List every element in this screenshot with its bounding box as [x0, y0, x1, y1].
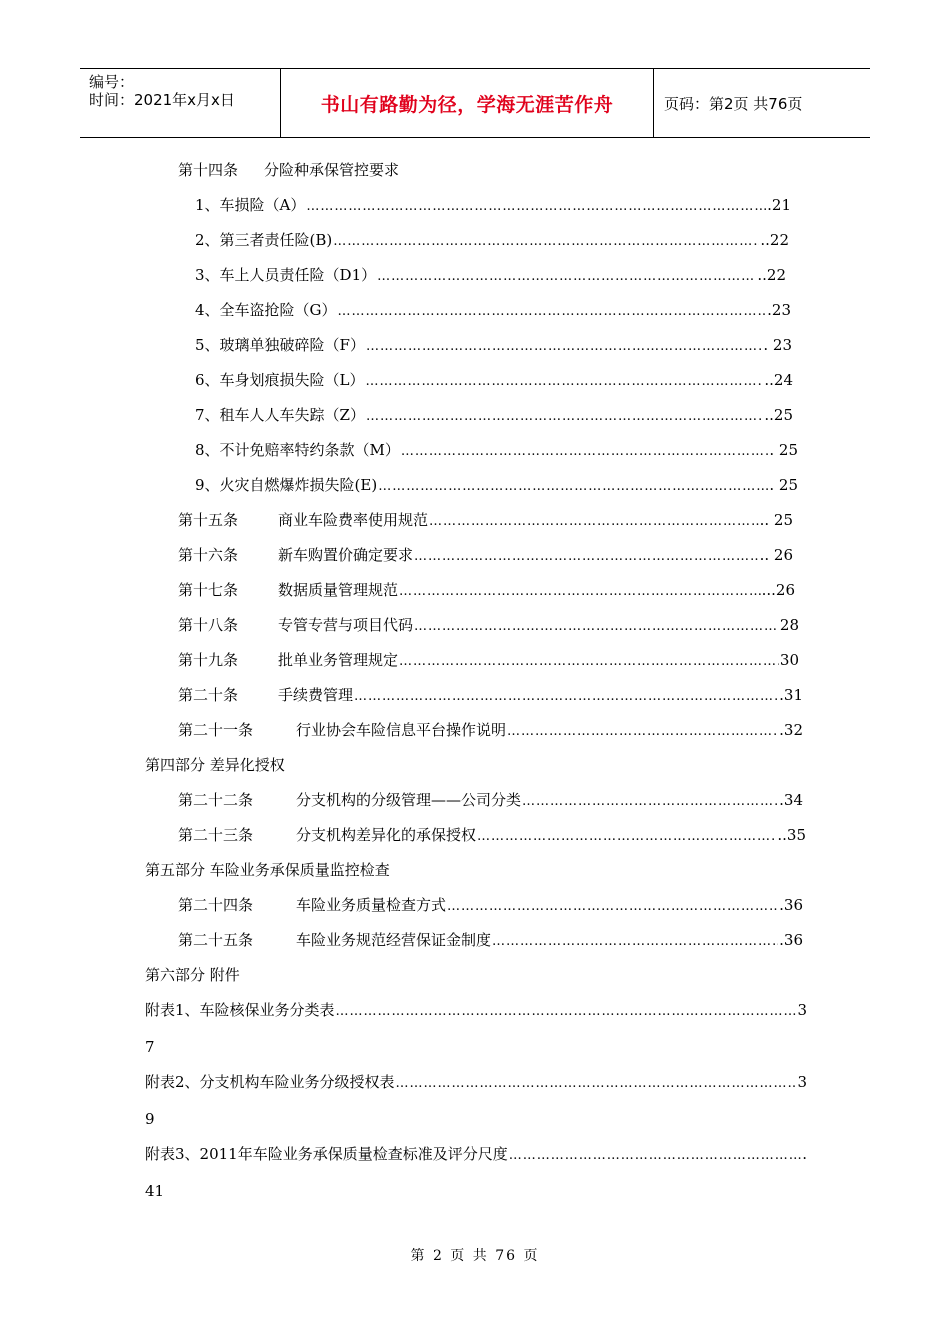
toc-article-title: 商业车险费率使用规范 [278, 511, 429, 529]
toc-article-page: .. 25 [759, 511, 793, 529]
toc-leader-dots [396, 1072, 797, 1096]
toc-article[interactable] [178, 718, 803, 742]
toc-leader-dots [414, 545, 759, 569]
toc-article-number: 第二十三条 [178, 826, 254, 844]
toc-article-title: 车险业务质量检查方式 [296, 896, 447, 914]
toc-article-number: 第二十条 [178, 686, 239, 704]
page-footer: 第 2 页 共 76 页 [410, 1248, 540, 1264]
toc-article-number: 第二十五条 [178, 931, 254, 949]
toc-part-5[interactable]: 第五部分 车险业务承保质量监控检查 [145, 861, 390, 879]
toc-article[interactable] [178, 928, 803, 952]
toc-part-4[interactable]: 第四部分 差异化授权 [145, 756, 285, 774]
toc-item-title: 3、车上人员责任险（D1） [195, 266, 377, 284]
toc-item[interactable] [195, 263, 786, 287]
toc-leader-dots [306, 195, 766, 219]
toc-article-title: 分支机构差异化的承保授权 [296, 826, 477, 844]
toc-appendix-page-cont: 9 [145, 1110, 155, 1128]
toc-leader-dots [414, 615, 779, 639]
toc-leader-dots [492, 930, 778, 954]
motto-text: 书山有路勤为径，学海无涯苦作舟 [320, 93, 614, 116]
toc-article-page: .31 [779, 686, 803, 704]
toc-leader-dots [366, 370, 764, 394]
toc-part-6[interactable]: 第六部分 附件 [145, 966, 240, 984]
toc-appendix-page: 3 [797, 1073, 807, 1091]
toc-item-title: 4、全车盗抢险（G） [195, 301, 337, 319]
toc-item[interactable] [195, 368, 793, 392]
toc-article-title: 车险业务规范经营保证金制度 [296, 931, 492, 949]
toc-article-page: .. 26 [759, 546, 793, 564]
toc-leader-dots [507, 720, 778, 744]
toc-item-page: ..24 [764, 371, 793, 389]
toc-article-page: .36 [779, 931, 803, 949]
toc-leader-dots [354, 685, 778, 709]
toc-article-number: 第二十四条 [178, 896, 254, 914]
toc-article[interactable] [178, 788, 803, 812]
toc-leader-dots [366, 335, 762, 359]
toc-appendix[interactable] [145, 1142, 807, 1166]
toc-article[interactable] [178, 683, 803, 707]
toc-article-page: .32 [779, 721, 803, 739]
toc-article[interactable] [178, 613, 799, 637]
toc-item[interactable] [195, 473, 798, 497]
toc-appendix-page: . [802, 1145, 807, 1163]
toc-article-14 [178, 158, 399, 182]
toc-leader-dots [522, 790, 778, 814]
toc-item-page: . 25 [769, 441, 798, 459]
toc-article-title: 分险种承保管控要求 [264, 161, 400, 179]
document-header [80, 68, 870, 138]
toc-leader-dots [378, 475, 768, 499]
toc-article-number: 第十六条 [178, 546, 239, 564]
toc-article-number: 第十八条 [178, 616, 239, 634]
toc-article-number: 第十五条 [178, 511, 239, 529]
toc-appendix-title: 附表3、2011年车险业务承保质量检查标准及评分尺度 [145, 1145, 508, 1163]
toc-leader-dots [447, 895, 778, 919]
toc-item-title: 6、车身划痕损失险（L） [195, 371, 365, 389]
toc-leader-dots [477, 825, 776, 849]
toc-article-page: 28 [779, 616, 799, 634]
toc-article-page: ...26 [761, 581, 795, 599]
toc-item-title: 2、第三者责任险(B) [195, 231, 333, 249]
toc-item[interactable] [195, 228, 789, 252]
toc-item[interactable] [195, 333, 792, 357]
toc-leader-dots [338, 300, 767, 324]
toc-item-page: ..22 [760, 231, 789, 249]
toc-appendix-page: 3 [797, 1001, 807, 1019]
toc-item-page: .21 [767, 196, 791, 214]
header-meta-cell [80, 69, 281, 137]
toc-article-title: 新车购置价确定要求 [278, 546, 414, 564]
time-label: 时间：2021年x月x日 [89, 91, 235, 109]
toc-article-title: 专管专营与项目代码 [278, 616, 414, 634]
toc-item[interactable] [195, 403, 793, 427]
toc-article-page: ..35 [777, 826, 806, 844]
toc-article-number: 第二十一条 [178, 721, 254, 739]
toc-appendix-page-cont: 7 [145, 1038, 155, 1056]
toc-article-title: 分支机构的分级管理——公司分类 [296, 791, 522, 809]
toc-article[interactable] [178, 893, 803, 917]
toc-item[interactable] [195, 298, 791, 322]
header-motto-cell [281, 69, 654, 137]
toc-item[interactable] [195, 438, 798, 462]
toc-appendix-title: 附表1、车险核保业务分类表 [145, 1001, 335, 1019]
toc-leader-dots [333, 230, 759, 254]
toc-leader-dots [399, 650, 779, 674]
toc-item-title: 5、玻璃单独破碎险（F） [195, 336, 365, 354]
toc-article-page: .36 [779, 896, 803, 914]
toc-leader-dots [377, 265, 756, 289]
toc-item-title: 9、火灾自燃爆炸损失险(E) [195, 476, 378, 494]
header-page-info: 页码：第2页 共76页 [664, 94, 803, 113]
toc-article[interactable] [178, 508, 793, 532]
toc-item-page: .23 [767, 301, 791, 319]
toc-appendix[interactable] [145, 1070, 807, 1094]
toc-leader-dots [336, 1000, 797, 1024]
toc-article[interactable] [178, 823, 806, 847]
toc-item[interactable] [195, 193, 791, 217]
toc-leader-dots [509, 1144, 801, 1168]
toc-article[interactable] [178, 648, 799, 672]
toc-article-title: 数据质量管理规范 [278, 581, 399, 599]
toc-item-title: 1、车损险（A） [195, 196, 306, 214]
toc-article-page: 30 [779, 651, 799, 669]
toc-leader-dots [401, 440, 768, 464]
toc-article-number: 第二十二条 [178, 791, 254, 809]
toc-article-title: 手续费管理 [278, 686, 354, 704]
toc-article-page: .34 [779, 791, 803, 809]
toc-article[interactable] [178, 578, 795, 602]
toc-item-page: ..25 [764, 406, 793, 424]
toc-article-title: 行业协会车险信息平台操作说明 [296, 721, 507, 739]
toc-article-title: 批单业务管理规定 [278, 651, 399, 669]
toc-item-page: . 25 [769, 476, 798, 494]
toc-article-number: 第十九条 [178, 651, 239, 669]
toc-item-page: ..22 [757, 266, 786, 284]
number-label: 编号： [89, 73, 135, 91]
toc-article-number: 第十七条 [178, 581, 239, 599]
toc-item-page: . 23 [763, 336, 792, 354]
toc-item-title: 8、不计免赔率特约条款（M） [195, 441, 400, 459]
toc-leader-dots [366, 405, 763, 429]
toc-article[interactable] [178, 543, 793, 567]
toc-appendix-page-cont: 41 [145, 1182, 165, 1200]
toc-item-title: 7、租车人人车失踪（Z） [195, 406, 365, 424]
toc-appendix-title: 附表2、分支机构车险业务分级授权表 [145, 1073, 395, 1091]
toc-appendix[interactable] [145, 998, 807, 1022]
toc-article-number: 第十四条 [178, 161, 239, 179]
toc-leader-dots [429, 510, 759, 534]
toc-leader-dots [399, 580, 761, 604]
